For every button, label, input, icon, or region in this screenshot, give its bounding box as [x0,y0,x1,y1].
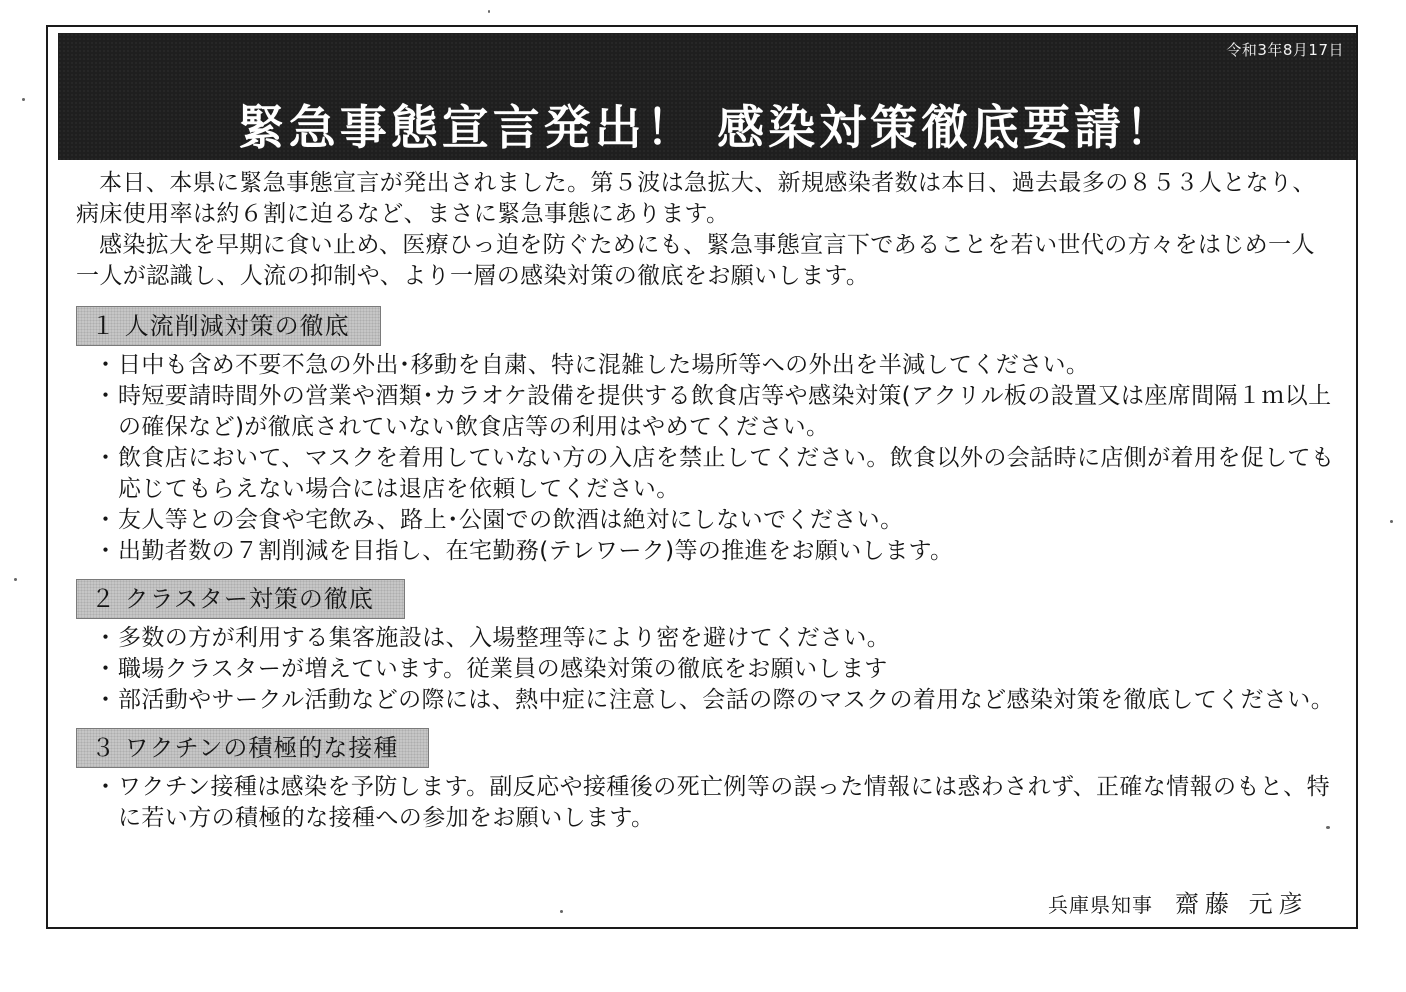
scan-speck [1326,826,1330,829]
section-heading-cluster: ２ クラスター対策の徹底 [76,579,405,619]
scan-speck [488,10,490,13]
scan-speck [22,98,25,101]
section-list-cluster [76,623,1338,716]
list-item: ・ 職場クラスターが増えています。従業員の感染対策の徹底をお願いします [98,654,1338,685]
notice-body [76,168,1338,834]
list-item: ・ 友人等との会食や宅飲み、路上･公園での飲酒は絶対にしないでください。 [98,505,1338,536]
section-list-vaccine [76,772,1338,834]
list-item: ・ 部活動やサークル活動などの際には、熱中症に注意し、会話の際のマスクの着用など感染対策を徹底してください。 [98,685,1338,716]
headline-title: 緊急事態宣言発出！ 感染対策徹底要請！ [237,101,1177,156]
list-item: ・ 出勤者数の７割削減を目指し、在宅勤務(テレワーク)等の推進をお願いします。 [98,536,1338,567]
intro-paragraph: 感染拡大を早期に食い止め、医療ひっ迫を防ぐためにも、緊急事態宣言下であることを若い世代の方々をはじめ一人一人が認識し、人流の抑制や、より一層の感染対策の徹底をお願いします。 [76,232,1315,289]
section-heading-people-flow: １ 人流削減対策の徹底 [76,306,381,346]
signature [1048,884,1309,919]
scan-speck [1390,520,1393,523]
signature-title: 兵庫県知事 [1048,893,1153,917]
section-list-people-flow [76,350,1338,567]
list-item: ・ 日中も含め不要不急の外出･移動を自粛、特に混雑した場所等への外出を半減してください。 [98,350,1338,381]
signature-name: 齋藤 元彦 [1175,890,1309,918]
intro-paragraph: 本日、本県に緊急事態宣言が発出されました。第５波は急拡大、新規感染者数は本日、過去最多の８５３人となり、病床使用率は約６割に迫るなど、まさに緊急事態にあります。 [76,170,1316,227]
issue-date: 令和3年8月17日 [1226,41,1344,59]
intro-text [76,168,1338,292]
list-item: ・ 多数の方が利用する集客施設は、入場整理等により密を避けてください。 [98,623,1338,654]
headline-banner [58,33,1356,160]
scan-speck [560,910,563,913]
list-item: ・ ワクチン接種は感染を予防します。副反応や接種後の死亡例等の誤った情報には惑わされず、正確な情報のもと、特に若い方の積極的な接種への参加をお願いします。 [98,772,1338,834]
list-item: ・ 時短要請時間外の営業や酒類･カラオケ設備を提供する飲食店等や感染対策(アクリル板の設置又は座席間隔１ｍ以上の確保など)が徹底されていない飲食店等の利用はやめてください。 [98,381,1338,443]
scan-speck [14,578,17,581]
section-heading-vaccine: ３ ワクチンの積極的な接種 [76,728,429,768]
list-item: ・ 飲食店において、マスクを着用していない方の入店を禁止してください。飲食以外の会話時に店側が着用を促しても応じてもらえない場合には退店を依頼してください。 [98,443,1338,505]
